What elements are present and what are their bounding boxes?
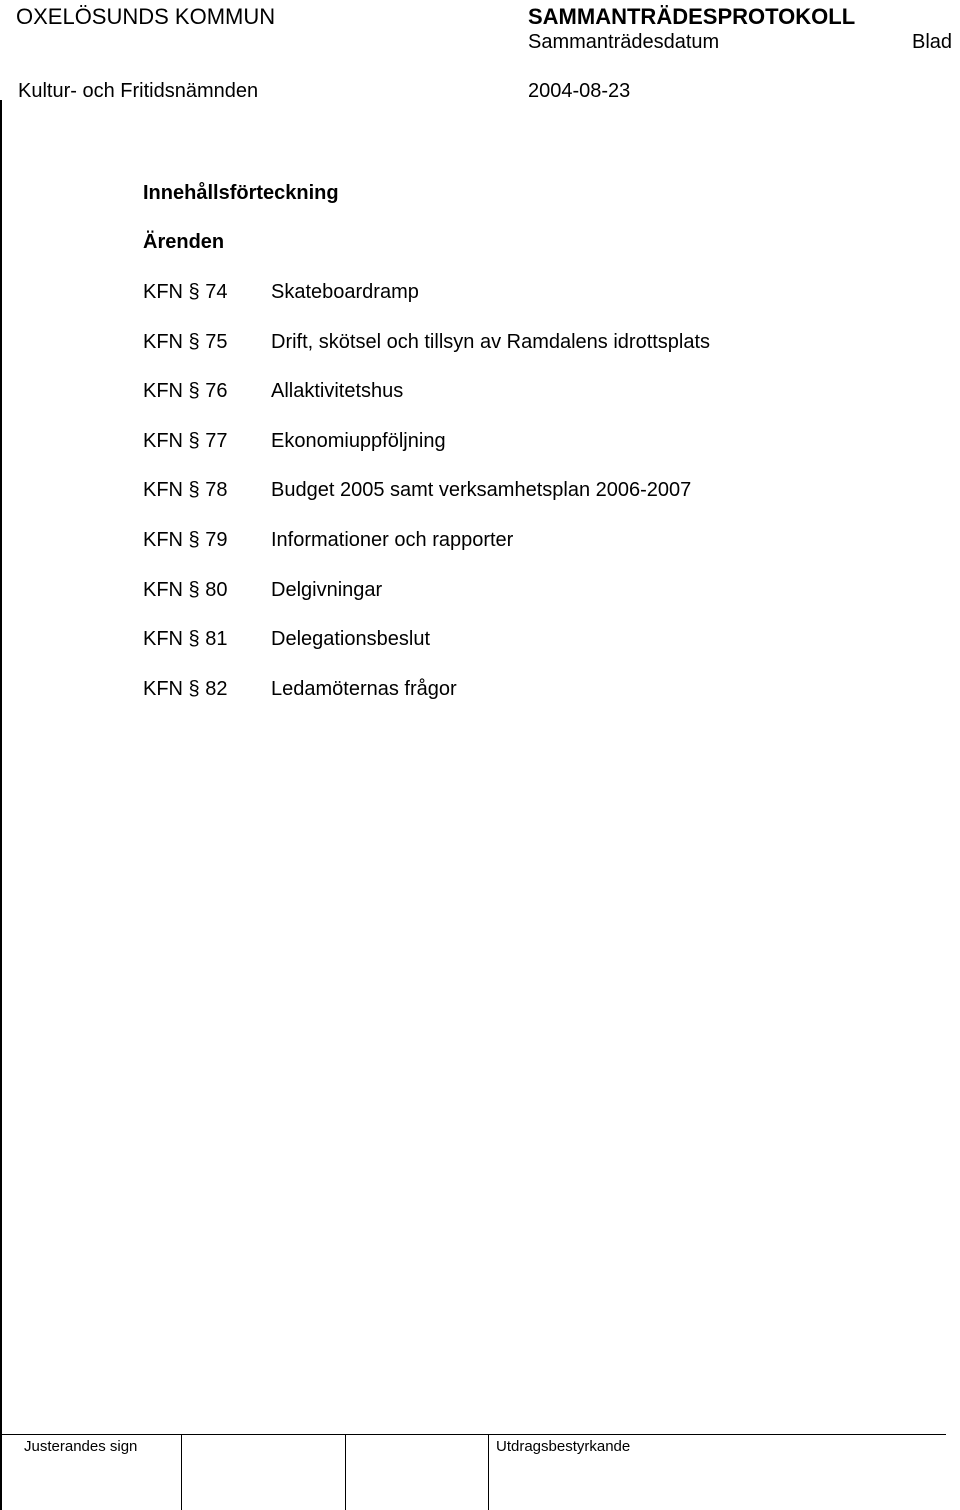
toc-subtitle: Ärenden (143, 231, 225, 253)
toc-item-text: Informationer och rapporter (271, 528, 514, 551)
toc-item-code: KFN § 75 (143, 330, 228, 353)
toc-title: Innehållsförteckning (143, 182, 339, 204)
organization-name: OXELÖSUNDS KOMMUN (16, 4, 276, 29)
page-label: Blad (912, 31, 953, 53)
toc-item-code: KFN § 74 (143, 281, 228, 303)
left-margin-rule (0, 100, 2, 1510)
footer-divider (181, 1434, 182, 1510)
extract-certification-label: Utdragsbestyrkande (496, 1438, 631, 1455)
document-type: SAMMANTRÄDESPROTOKOLL (528, 4, 856, 29)
toc-item-code: KFN § 76 (143, 380, 228, 403)
toc-item-code: KFN § 80 (143, 578, 228, 601)
footer-divider (488, 1434, 489, 1510)
toc-item-text: Ledamöternas frågor (271, 677, 457, 700)
toc-item-text: Allaktivitetshus (271, 380, 404, 403)
department-name: Kultur- och Fritidsnämnden (18, 80, 259, 102)
footer-top-rule (0, 1434, 946, 1435)
meeting-date-label: Sammanträdesdatum (528, 31, 720, 53)
toc-item-text: Delgivningar (271, 578, 383, 601)
toc-item-text: Drift, skötsel och tillsyn av Ramdalens idrottsplats (271, 330, 711, 353)
footer-divider (345, 1434, 346, 1510)
meeting-date: 2004-08-23 (528, 80, 631, 102)
toc-item-text: Budget 2005 samt verksamhetsplan 2006-2007 (271, 479, 692, 502)
adjusters-sign-label: Justerandes sign (24, 1438, 138, 1455)
toc-item-text: Delegationsbeslut (271, 628, 430, 651)
toc-item-code: KFN § 78 (143, 479, 228, 502)
toc-item-code: KFN § 81 (143, 628, 228, 651)
toc-item-code: KFN § 79 (143, 528, 228, 551)
toc-item-text: Ekonomiuppföljning (271, 429, 446, 452)
toc-item-text: Skateboardramp (271, 281, 419, 303)
toc-item-code: KFN § 77 (143, 429, 228, 452)
toc-item-code: KFN § 82 (143, 677, 228, 700)
